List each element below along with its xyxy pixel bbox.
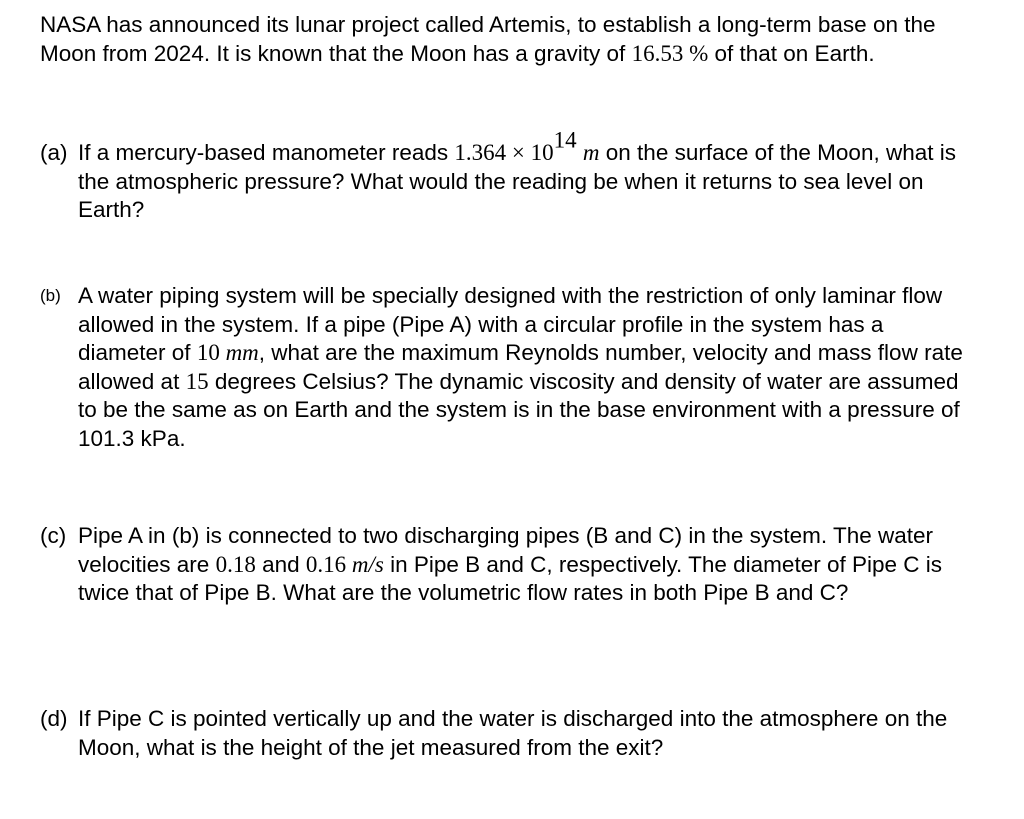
manometer-reading: 1.364 × 10 — [454, 140, 554, 165]
question-a-label: (a) — [40, 140, 68, 165]
question-b-text-1: A water piping system will be specially designed with the restriction of only laminar flow allowed in the system. If a pipe (Pipe A) with a circular profile in the system has a diameter of — [78, 283, 943, 366]
question-c-text-3: in Pipe B and C, respectively. The diameter of Pipe C is twice that of Pipe B. What are the volumetric flow rates in both Pipe B and C? — [78, 551, 942, 606]
question-c — [40, 522, 972, 608]
question-a — [40, 127, 972, 225]
intro-paragraph — [40, 11, 972, 68]
question-a-text-1: If a mercury-based manometer reads — [78, 140, 455, 165]
question-c-text — [78, 522, 972, 608]
intro-text-1: NASA has announced its lunar project called Artemis, to establish a long-term base on the Moon from 2024. It is known that the Moon has a gravity of — [40, 12, 936, 66]
question-b-text-3: degrees Celsius? The dynamic viscosity and density of water are assumed to be the same as on Earth and the system is in the base environment with a pressure of 101.3 kPa. — [78, 368, 960, 451]
velocity-unit: m/s — [351, 551, 384, 577]
question-b-text — [78, 282, 972, 454]
question-c-text-1: Pipe A in (b) is connected to two discharging pipes (B and C) in the system. The water velocities are — [78, 523, 934, 577]
question-a-text-2: on the surface of the Moon, what is the atmospheric pressure? What would the reading be when it returns to sea level on Earth? — [78, 140, 956, 223]
gravity-value: 16.53 % — [631, 40, 709, 66]
question-c-text-2: and — [255, 551, 306, 577]
question-d-label: (d) — [40, 706, 68, 731]
manometer-reading-unit: m — [582, 140, 600, 165]
question-c-label: (c) — [40, 523, 67, 548]
manometer-reading-exponent: 14 — [553, 127, 577, 153]
water-temperature: 15 — [185, 368, 209, 394]
pipe-a-diameter-unit: mm — [225, 340, 259, 366]
question-d-text: If Pipe C is pointed vertically up and the water is discharged into the atmosphere on the Moon, what is the height of the jet measured from the exit? — [78, 706, 948, 760]
question-a-text — [78, 127, 972, 225]
question-b — [40, 282, 972, 454]
intro-text-2: of that on Earth. — [708, 40, 875, 66]
question-b-label: (b) — [40, 286, 61, 305]
pipe-b-velocity: 0.18 — [215, 551, 256, 577]
pipe-c-velocity: 0.16 — [305, 551, 352, 577]
question-b-text-2: , what are the maximum Reynolds number, velocity and mass flow rate allowed at — [78, 340, 963, 394]
pipe-a-diameter: 10 — [196, 340, 226, 366]
question-d — [40, 705, 972, 762]
